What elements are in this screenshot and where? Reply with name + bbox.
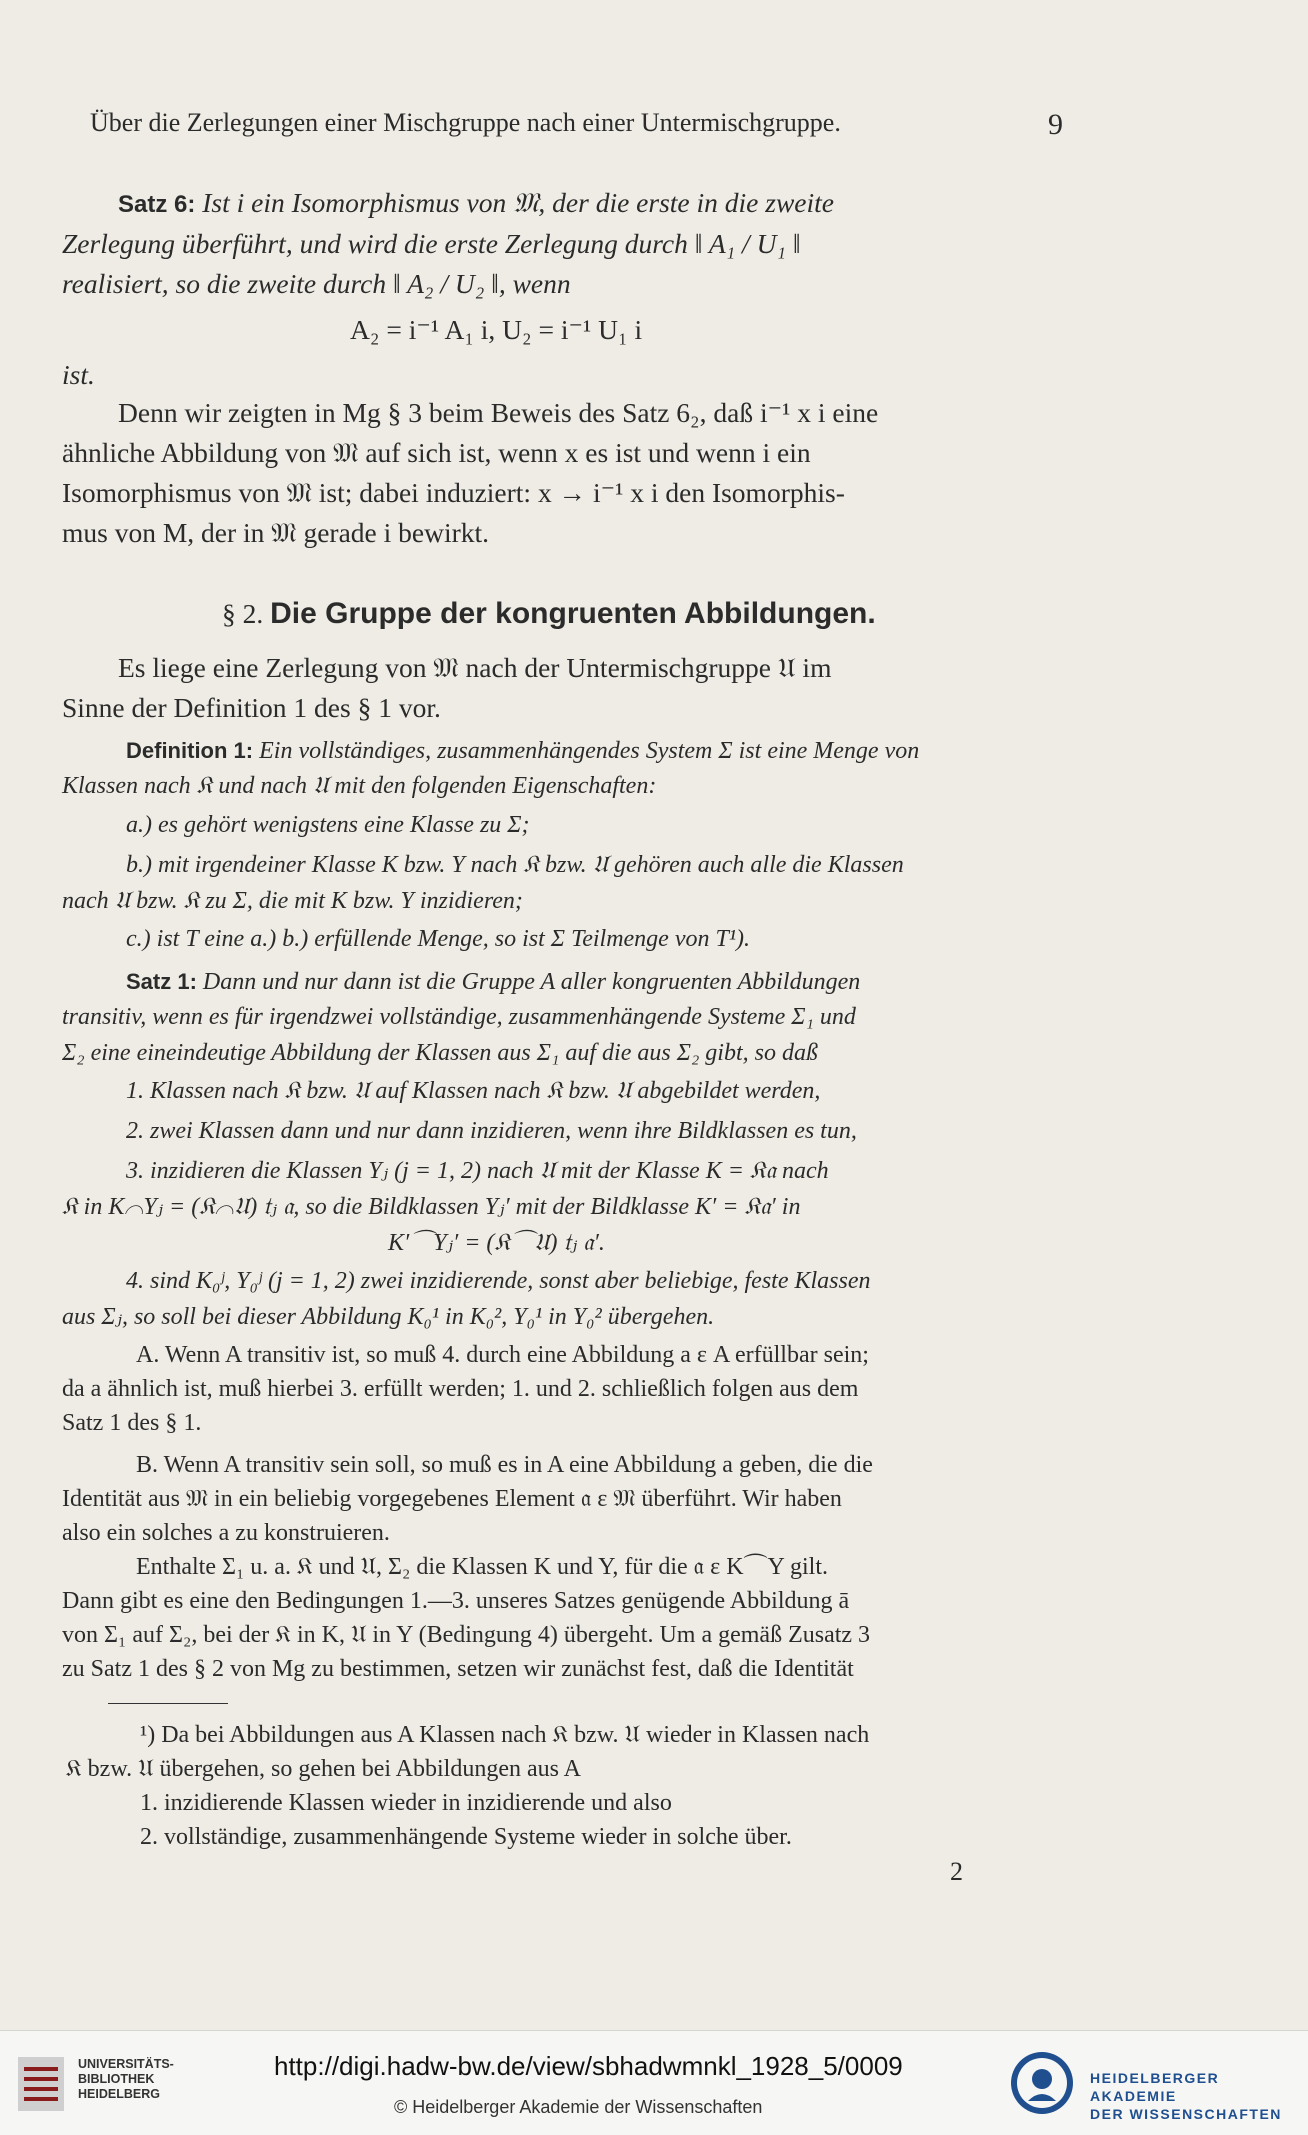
library-name-line-2: BIBLIOTHEK <box>78 2072 155 2086</box>
satz1-item-3b: 𝔎 in K⌒Yⱼ = (𝔎⌒𝔘) 𝔱ⱼ 𝔞, so die Bildklassen Yⱼ′ mit der Bildklasse K′ = 𝔎𝔞′ in <box>62 1194 801 1220</box>
footnote-line-3: 1. inzidierende Klassen wieder in inzidierende und also <box>140 1790 672 1816</box>
footnote-rule <box>108 1703 228 1704</box>
section-title: Die Gruppe der kongruenten Abbildungen. <box>270 597 876 630</box>
satz1-line-1 <box>126 964 1156 1000</box>
satz1-item-4b: aus Σⱼ, so soll bei dieser Abbildung K₀¹ in K₀², Y₀¹ in Y₀² übergehen. <box>62 1304 715 1330</box>
satz1-item-3a: 3. inzidieren die Klassen Yⱼ (j = 1, 2) nach 𝔘 mit der Klasse K = 𝔎𝔞 nach <box>126 1158 829 1184</box>
paragraph-a-line-1: A. Wenn A transitiv ist, so muß 4. durch eine Abbildung a ε A erfüllbar sein; <box>136 1342 869 1368</box>
copyright-notice: © Heidelberger Akademie der Wissenschaften <box>394 2097 763 2117</box>
paragraph-a-line-3: Satz 1 des § 1. <box>62 1410 202 1436</box>
library-name-line-1: UNIVERSITÄTS- <box>78 2057 174 2071</box>
definition-1-line-2: Klassen nach 𝔎 und nach 𝔘 mit den folgenden Eigenschaften: <box>62 773 657 799</box>
paragraph-b-line-3: also ein solches a zu konstruieren. <box>62 1520 390 1546</box>
definition-1-item-b-2: nach 𝔘 bzw. 𝔎 zu Σ, die mit K bzw. Y inzidieren; <box>62 888 523 914</box>
section-heading <box>222 594 1252 634</box>
running-head: Über die Zerlegungen einer Mischgruppe nach einer Untermischgruppe. <box>90 108 841 137</box>
paragraph-c-line-2: Dann gibt es eine den Bedingungen 1.—3. unseres Satzes genügende Abbildung ā <box>62 1588 850 1614</box>
definition-1-item-a: a.) es gehört wenigstens eine Klasse zu Σ; <box>126 812 530 838</box>
satz1-label: Satz 1: <box>126 969 197 994</box>
satz6-label: Satz 6: <box>118 191 196 218</box>
paragraph-b-line-1: B. Wenn A transitiv sein soll, so muß es in A eine Abbildung a geben, die die <box>136 1452 873 1478</box>
definition-1-item-c: c.) ist T eine a.) b.) erfüllende Menge, so ist Σ Teilmenge von T¹). <box>126 926 751 952</box>
definition-1-label: Definition 1: <box>126 738 254 763</box>
paragraph-2-line-1: Es liege eine Zerlegung von 𝔐 nach der Untermischgruppe 𝔘 im <box>118 652 832 683</box>
proof-line-2: ähnliche Abbildung von 𝔐 auf sich ist, wenn x es ist und wenn i ein <box>62 437 811 468</box>
library-name <box>78 2057 174 2102</box>
satz1-item-2: 2. zwei Klassen dann und nur dann inzidieren, wenn ihre Bildklassen es tun, <box>126 1118 857 1144</box>
proof-line-4: mus von M, der in 𝔐 gerade i bewirkt. <box>62 517 490 548</box>
academy-name <box>1090 2069 1308 2123</box>
paragraph-b-line-2: Identität aus 𝔐 in ein beliebig vorgegebenes Element 𝔞 ε 𝔐 überführt. Wir haben <box>62 1486 842 1512</box>
definition-1-text-1: Ein vollständiges, zusammenhängendes System Σ ist eine Menge von <box>259 738 920 764</box>
satz1-item-3c: K′⌒Yⱼ′ = (𝔎⌒𝔘) 𝔱ⱼ 𝔞′. <box>388 1230 605 1256</box>
paragraph-2-line-2: Sinne der Definition 1 des § 1 vor. <box>62 692 441 723</box>
footnote-line-2: 𝔎 bzw. 𝔘 übergehen, so gehen bei Abbildungen aus A <box>66 1756 582 1782</box>
paragraph-c-line-3: von Σ₁ auf Σ₂, bei der 𝔎 in K, 𝔘 in Y (Bedingung 4) übergeht. Um a gemäß Zusatz 3 <box>62 1622 871 1648</box>
definition-1-line-1 <box>126 733 1156 769</box>
satz6-text-1: Ist i ein Isomorphismus von 𝔐, der die erste in die zweite <box>202 187 834 218</box>
permalink-url[interactable]: http://digi.hadw-bw.de/view/sbhadwmnkl_1928_5/0009 <box>274 2051 903 2081</box>
paragraph-a-line-2: da a ähnlich ist, muß hierbei 3. erfüllt werden; 1. und 2. schließlich folgen aus dem <box>62 1376 859 1402</box>
paragraph-c-line-1: Enthalte Σ₁ u. a. 𝔎 und 𝔘, Σ₂ die Klassen K und Y, für die 𝔞 ε K⌒Y gilt. <box>136 1554 828 1580</box>
university-library-logo-icon <box>14 2053 68 2115</box>
satz6-line-4: ist. <box>62 359 95 390</box>
satz6-line-1 <box>118 183 1148 225</box>
satz6-line-2: Zerlegung überführt, und wird die erste Zerlegung durch ‖ A₁ / U₁ ‖ <box>62 228 801 259</box>
satz1-line-2: transitiv, wenn es für irgendzwei vollständige, zusammenhängende Systeme Σ₁ und <box>62 1004 856 1030</box>
section-number: § 2. <box>222 598 264 629</box>
academy-logo-icon <box>1008 2049 1076 2117</box>
paragraph-c-line-4: zu Satz 1 des § 2 von Mg zu bestimmen, setzen wir zunächst fest, daß die Identität <box>62 1656 854 1682</box>
proof-line-3: Isomorphismus von 𝔐 ist; dabei induziert: x → i⁻¹ x i den Isomorphis- <box>62 477 845 508</box>
library-name-line-3: HEIDELBERG <box>78 2087 160 2101</box>
footnote-line-4: 2. vollständige, zusammenhängende Systeme wieder in solche über. <box>140 1824 792 1850</box>
satz6-formula: A₂ = i⁻¹ A₁ i, U₂ = i⁻¹ U₁ i <box>350 314 643 345</box>
proof-line-1: Denn wir zeigten in Mg § 3 beim Beweis des Satz 6₂, daß i⁻¹ x i eine <box>118 397 879 428</box>
satz1-text-1: Dann und nur dann ist die Gruppe A aller kongruenten Abbildungen <box>202 969 861 995</box>
footer-bar <box>0 2030 1308 2135</box>
satz1-line-3: Σ₂ eine eineindeutige Abbildung der Klassen aus Σ₁ auf die aus Σ₂ gibt, so daß <box>62 1040 818 1066</box>
academy-name-line-2: DER WISSENSCHAFTEN <box>1090 2106 1282 2122</box>
academy-name-line-1: HEIDELBERGER AKADEMIE <box>1090 2070 1220 2104</box>
page-number: 9 <box>1048 108 1063 141</box>
satz1-item-4a: 4. sind K₀ʲ, Y₀ʲ (j = 1, 2) zwei inzidierende, sonst aber beliebige, feste Klassen <box>126 1268 871 1294</box>
satz6-line-3: realisiert, so die zweite durch ‖ A₂ / U₂ ‖, wenn <box>62 268 571 299</box>
printer-signature: 2 <box>950 1857 963 1886</box>
definition-1-item-b-1: b.) mit irgendeiner Klasse K bzw. Y nach 𝔎 bzw. 𝔘 gehören auch alle die Klassen <box>126 852 904 878</box>
footnote-line-1: ¹) Da bei Abbildungen aus A Klassen nach 𝔎 bzw. 𝔘 wieder in Klassen nach <box>140 1722 870 1748</box>
satz1-item-1: 1. Klassen nach 𝔎 bzw. 𝔘 auf Klassen nach 𝔎 bzw. 𝔘 abgebildet werden, <box>126 1078 821 1104</box>
